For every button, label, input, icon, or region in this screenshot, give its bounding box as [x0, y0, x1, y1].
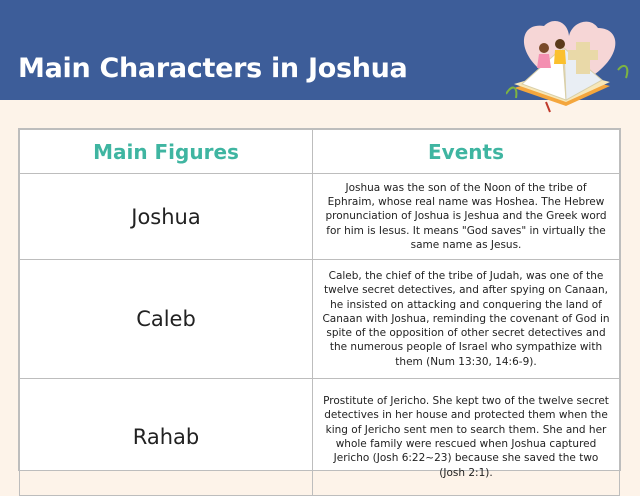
- table-row: [20, 260, 620, 379]
- figure-events: Joshua was the son of the Noon of the tribe of Ephraim, whose real name was Hoshea. The Hebrew pronunciation of Joshua is Jeshua and the Greek word for him is Iesus. It means "God saves" in virtually the same name as Jesus.: [313, 174, 620, 260]
- figure-events: Prostitute of Jericho. She kept two of the twelve secret detectives in her house and protected them when the king of Jericho sent men to search them. She and her whole family were rescued when Joshua captured Jericho (Josh 6:22~23) because she saved the two (Josh 2:1).: [313, 379, 620, 496]
- characters-table: [18, 128, 621, 479]
- figure-events: Caleb, the chief of the tribe of Judah, was one of the twelve secret detectives, and after spying on Canaan, he insisted on attacking and conquering the land of Canaan with Joshua, reminding the covenant of God in spite of the opposition of other secret detectives and the numerous people of Israel who sympathize with them (Num 13:30, 14:6-9).: [313, 260, 620, 379]
- table-row: [20, 379, 620, 496]
- page-title: Main Characters in Joshua: [18, 53, 408, 84]
- column-header-main-figures: Main Figures: [20, 130, 313, 174]
- figure-name: Rahab: [20, 379, 313, 496]
- figure-name: Caleb: [20, 260, 313, 379]
- column-header-events: Events: [313, 130, 620, 174]
- figure-name: Joshua: [20, 174, 313, 260]
- children-on-bible-illustration: [506, 14, 632, 114]
- table-row: [20, 174, 620, 260]
